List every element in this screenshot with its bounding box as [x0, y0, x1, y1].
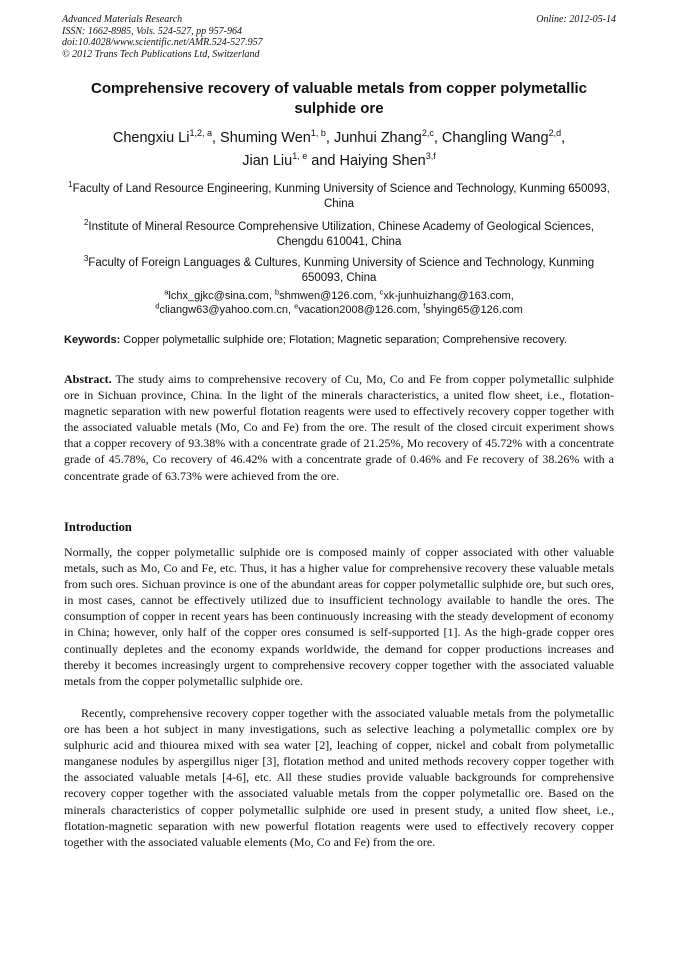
copyright-line: © 2012 Trans Tech Publications Ltd, Switzerland: [62, 48, 260, 60]
affiliation-sup: 3: [83, 254, 89, 264]
email-sup: e: [294, 301, 299, 311]
email-separator: ,: [288, 304, 295, 316]
email-address: vacation2008@126.com: [298, 304, 418, 316]
email-sup: f: [423, 301, 426, 311]
abstract-label: Abstract.: [64, 372, 112, 386]
author-name: Changling Wang: [441, 130, 549, 146]
author-sup: 1,2, a: [189, 128, 212, 139]
author-list: [62, 127, 616, 173]
email-address: shmwen@126.com: [279, 290, 374, 302]
author-name: Shuming Wen: [220, 130, 311, 146]
keywords-text: Copper polymetallic sulphide ore; Flotation; Magnetic separation; Comprehensive recovery.: [120, 334, 567, 346]
author-name: Haiying Shen: [339, 153, 426, 169]
email-address: lchx_gjkc@sina.com: [168, 290, 269, 302]
author-separator: ,: [325, 130, 334, 146]
abstract-text: The study aims to comprehensive recovery of Cu, Mo, Co and Fe from copper polymetallic sulphide ore in Sichuan province, China. In the light of the minerals characteristics, a united flow sheet, i.e., flotation-magnetic separation with new powerful flotation reagents were used to effectively recovery copper together with the associated valuable metals (Mo, Co and Fe) from the ore. The result of the closed circuit experiment shows that a copper recovery of 93.38% with a concentrate grade of 21.25%, Mo recovery of 45.72% with a concentrate grade of 45.78%, Co recovery of 46.42% with a concentrate grade of 0.46% and Fe recovery of 38.26% with a concentrate grade of 63.73% were achieved from the ore.: [64, 372, 614, 483]
author-sup: 1, b: [310, 128, 326, 139]
author-separator: and: [307, 153, 340, 169]
email-address: xk-junhuizhang@163.com: [383, 290, 511, 302]
email-address: shying65@126.com: [425, 304, 523, 316]
author-separator: ,: [561, 130, 566, 146]
email-separator: ,: [417, 304, 424, 316]
author-name: Chengxiu Li: [112, 130, 190, 146]
author-separator: ,: [433, 130, 442, 146]
email-list: [62, 289, 616, 317]
author-sup: 2,d: [548, 128, 562, 139]
email-sup: a: [164, 287, 169, 297]
journal-header: [62, 14, 616, 60]
affiliation-1: [62, 182, 616, 211]
author-sup: 2,c: [421, 128, 434, 139]
email-address: cliangw63@yahoo.com.cn: [159, 304, 289, 316]
introduction-paragraph-2: Recently, comprehensive recovery copper together with the associated valuable metals from the polymetallic ore has been a hot subject in many investigations, such as selective leaching a polymetallic complex ore by sulphuric acid and thiourea mixed with sea water [2], leaching of copper, nickel and cobalt from polymetallic manganese nodules by aspergillus niger [3], flotation method and united methods recovery copper together with the associated valuable metals [4-6], etc. All these studies provide valuable backgrounds for comprehensive recovery copper together with the associated valuable metals from the copper polymetallic ore. Based on the minerals characteristics of copper polymetallic sulphide ore used in present study, a united flow sheet, i.e., flotation-magnetic separation with new powerful flotation reagents were used to effectively recovery copper together with the associated valuable elements (Mo, Co and Fe) from the ore.: [64, 706, 614, 849]
affiliation-2: [62, 220, 616, 249]
affiliation-3: [62, 256, 616, 285]
doi-line: doi:10.4028/www.scientific.net/AMR.524-527.957: [62, 37, 263, 49]
journal-name: Advanced Materials Research: [62, 14, 183, 25]
online-date: Online: 2012-05-14: [536, 14, 616, 25]
email-sup: c: [379, 287, 384, 297]
keywords-section: [64, 333, 614, 347]
abstract-section: [64, 371, 614, 484]
paper-title: Comprehensive recovery of valuable metals from copper polymetallic sulphide ore: [90, 80, 587, 117]
introduction-paragraph-1: Normally, the copper polymetallic sulphide ore is composed mainly of copper associated with other valuable metals, such as Mo, Co and Fe, etc. Thus, it has a higher value for comprehensive recovery these valuable metals from such ores. Sichuan province is one of the abundant areas for copper polymetallic sulphide ore, but such ores, in most cases, cannot be effectively utilized due to insufficient technology available to handle the ores. The consumption of copper in recent years has been continuously increasing with the steady development of economy in China; however, only half of the copper ores consumed is self-supported [1]. As the high-grade copper ores continually depletes and the economy expands worldwide, the demand for copper productions increases and thereby it becomes increasingly urgent to comprehensive recovery copper together with the associated valuable metals from the copper polymetallic sulphide ore.: [64, 545, 614, 688]
email-separator: ,: [268, 290, 275, 302]
email-separator: ,: [373, 290, 380, 302]
affiliation-sup: 1: [68, 180, 73, 190]
author-name: Jian Liu: [242, 153, 293, 169]
keywords-label: Keywords:: [64, 334, 121, 346]
affiliation-text: Faculty of Land Resource Engineering, Kunming University of Science and Technology, Kunming 650093, China: [72, 183, 610, 210]
author-separator: ,: [211, 130, 221, 146]
affiliation-text: Institute of Mineral Resource Comprehensive Utilization, Chinese Academy of Geological Sciences, Chengdu 610041, China: [88, 221, 595, 248]
email-sup: b: [274, 287, 280, 297]
issn-line: ISSN: 1662-8985, Vols. 524-527, pp 957-964: [62, 25, 242, 37]
introduction-heading: Introduction: [64, 520, 132, 534]
author-sup: 3,f: [425, 151, 436, 162]
author-sup: 1, e: [292, 151, 308, 162]
email-separator: ,: [510, 290, 514, 302]
affiliation-sup: 2: [83, 218, 89, 228]
email-sup: d: [155, 301, 160, 311]
affiliation-text: Faculty of Foreign Languages & Cultures, Kunming University of Science and Technology, Kunming 650093, China: [88, 257, 595, 284]
author-name: Junhui Zhang: [333, 130, 422, 146]
